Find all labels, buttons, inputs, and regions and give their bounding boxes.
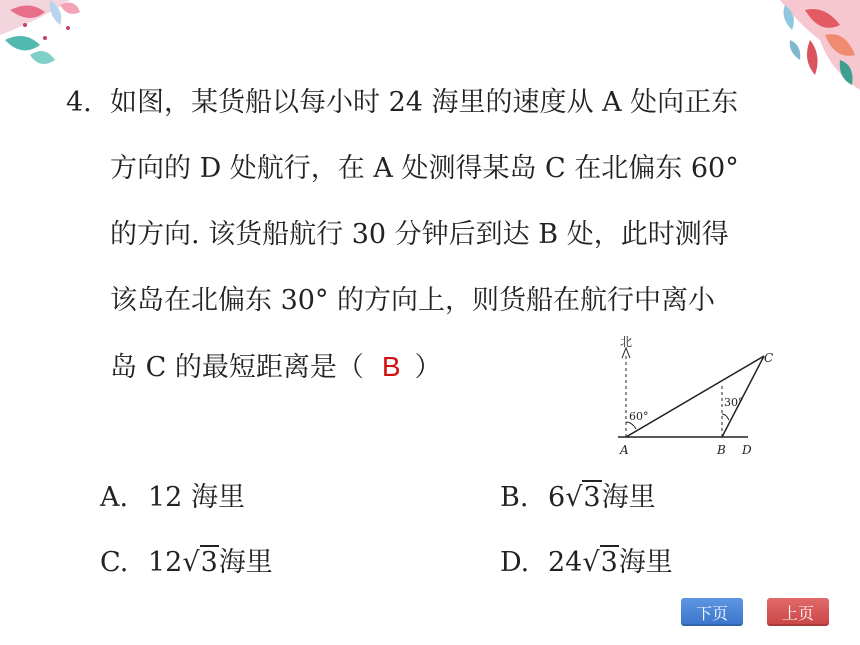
question-text-5-close: ） — [414, 352, 442, 383]
option-b-unit: 海里 — [601, 482, 656, 513]
question-text-5: 岛 C 的最短距离是（ — [110, 352, 364, 383]
option-d-radicand: 3 — [600, 547, 618, 578]
point-label-a: A — [620, 443, 629, 457]
question-text-3: 的方向. 该货船航行 30 分钟后到达 B 处，此时测得 — [110, 219, 729, 250]
option-a-text: 12 海里 — [148, 482, 245, 513]
next-page-button[interactable]: 下页 — [681, 598, 743, 626]
option-c-coef: 12 — [148, 547, 183, 578]
option-d-letter: D. — [500, 547, 530, 578]
question-line-1 — [66, 70, 826, 136]
option-b-radicand: 3 — [583, 482, 601, 513]
point-label-c: C — [764, 351, 774, 365]
question-line-2 — [66, 136, 826, 202]
geometry-figure — [612, 334, 772, 464]
option-a[interactable] — [100, 475, 245, 514]
point-label-b: B — [717, 443, 726, 457]
option-c-radicand: 3 — [200, 547, 218, 578]
angle-label-b: 30° — [724, 396, 744, 409]
question-number: 4. — [66, 87, 92, 118]
option-c[interactable] — [100, 540, 273, 579]
prev-page-button[interactable]: 上页 — [767, 598, 829, 626]
question-text-1: 如图，某货船以每小时 24 海里的速度从 A 处向正东 — [110, 87, 739, 118]
option-b[interactable] — [500, 475, 656, 514]
option-d[interactable] — [500, 540, 673, 579]
option-d-unit: 海里 — [618, 547, 673, 578]
sqrt-symbol-icon: √3 — [582, 547, 618, 578]
question-text-2: 方向的 D 处航行，在 A 处测得某岛 C 在北偏东 60° — [110, 153, 739, 184]
question-line-3 — [66, 202, 826, 268]
question-text-4: 该岛在北偏东 30° 的方向上，则货船在航行中离小 — [110, 285, 716, 316]
north-label: 北 — [620, 335, 633, 349]
option-d-coef: 24 — [548, 547, 583, 578]
angle-arc-b — [722, 414, 729, 420]
angle-arc-a — [626, 422, 636, 429]
option-c-unit: 海里 — [218, 547, 273, 578]
sqrt-symbol-icon: √3 — [565, 482, 601, 513]
question-line-4 — [66, 268, 826, 334]
option-c-letter: C. — [100, 547, 129, 578]
point-label-d: D — [742, 443, 752, 457]
angle-label-a: 60° — [629, 410, 649, 423]
sqrt-symbol-icon: √3 — [182, 547, 218, 578]
option-a-letter: A. — [100, 482, 129, 513]
option-b-letter: B. — [500, 482, 529, 513]
answer-text: B — [381, 351, 401, 382]
option-b-coef: 6 — [548, 482, 566, 513]
